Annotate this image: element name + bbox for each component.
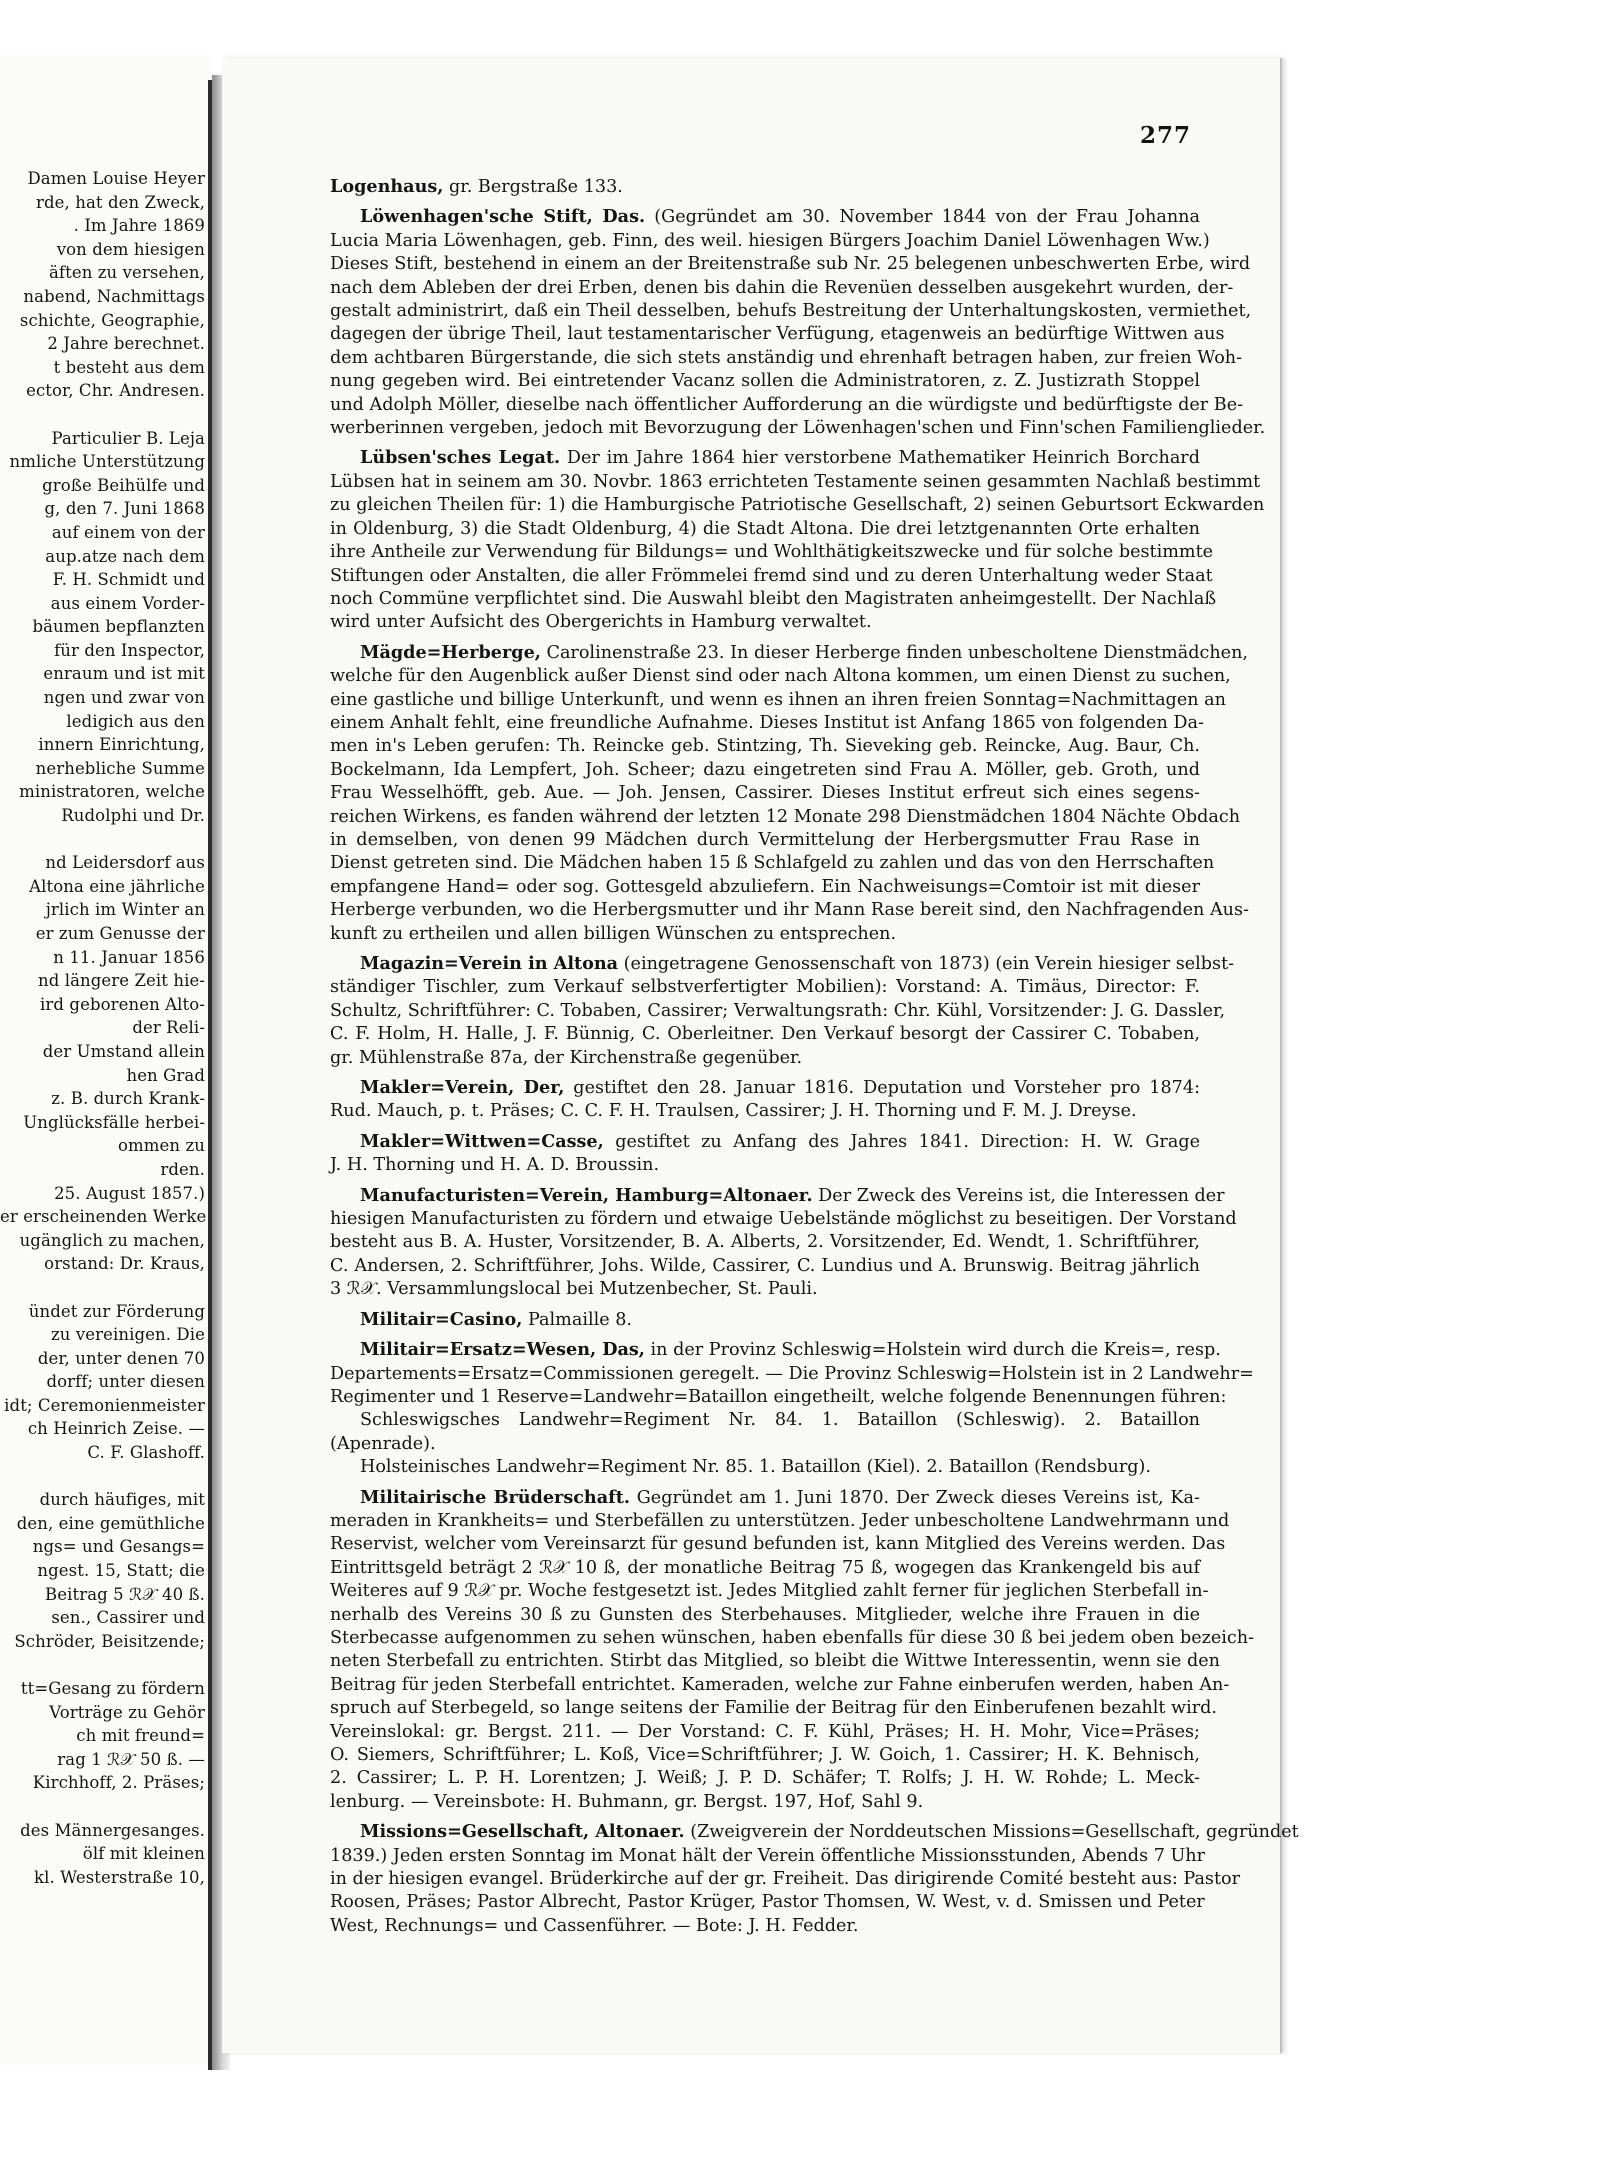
entry-text-line: neten Sterbefall zu entrichten. Stirbt das Mitglied, so bleibt die Wittwe Interessentin, wenn sie den xyxy=(330,1651,1220,1672)
left-column-line: ministratoren, welche xyxy=(19,782,205,802)
left-column-line: der Umstand allein xyxy=(42,1041,205,1061)
left-column-line: . Im Jahre 1869 xyxy=(73,216,205,236)
left-column-line: orstand: Dr. Kraus, xyxy=(44,1254,205,1274)
left-column-line: nd Leidersdorf aus xyxy=(45,853,205,873)
left-column-line xyxy=(0,1276,205,1300)
entry-text-line: Roosen, Präses; Pastor Albrecht, Pastor Krüger, Pastor Thomsen, W. West, v. d. Smissen und Peter xyxy=(330,1892,1205,1913)
entry-text-line: J. H. Thorning und H. A. D. Broussin. xyxy=(330,1155,660,1176)
left-column-line: ch Heinrich Zeise. — xyxy=(27,1419,205,1439)
directory-entry xyxy=(330,1184,1237,1302)
left-column-line: er zum Genusse der xyxy=(35,924,205,943)
left-column-line: Kirchhoff, 2. Präses; xyxy=(32,1773,205,1793)
entry-text-line: Weiteres auf 9 ℛ𝒳 pr. Woche festgesetzt ist. Jedes Mitglied zahlt ferner für jeglichen Sterbefall in- xyxy=(330,1581,1209,1602)
left-column-line: des Männergesanges. xyxy=(20,1820,205,1840)
left-column-line: n 11. Januar 1856 xyxy=(53,947,205,967)
left-column-line: ngest. 15, Statt; die xyxy=(37,1561,205,1581)
left-column-line xyxy=(0,828,205,852)
entry-text-line: werberinnen vergeben, jedoch mit Bevorzugung der Löwenhagen'schen und Finn'schen Familienglieder. xyxy=(330,418,1266,439)
left-column-line xyxy=(0,403,205,427)
directory-entry xyxy=(330,1820,1299,1938)
left-column-line: bäumen bepflanzten xyxy=(32,617,205,637)
left-column-line: ngs= und Gesangs= xyxy=(32,1537,205,1557)
left-column-line: schichte, Geographie, xyxy=(19,310,205,330)
page-number: 277 xyxy=(1140,122,1192,149)
left-column-line: ölf mit kleinen xyxy=(82,1844,205,1864)
left-page-fragment xyxy=(0,55,212,2065)
entry-text-line: zu gleichen Theilen für: 1) die Hamburgische Patriotische Gesellschaft, 2) seinen Geburtsort Eckwarden xyxy=(330,495,1265,516)
entry-heading-line: Lübsen'sches Legat. Der im Jahre 1864 hier verstorbene Mathematiker Heinrich Borchard xyxy=(360,447,1200,469)
directory-entry xyxy=(330,1308,1200,1332)
page-body xyxy=(330,175,1299,1944)
left-column-line: nd längere Zeit hie- xyxy=(37,971,205,991)
entry-text-line: Vereinslokal: gr. Bergst. 211. — Der Vorstand: C. F. Kühl, Präses; H. H. Mohr, Vice=Präses; xyxy=(330,1721,1200,1742)
left-column-line: Altona eine jährliche xyxy=(29,876,205,896)
left-column-line: kl. Westerstraße 10, xyxy=(34,1867,205,1887)
left-column-line: innern Einrichtung, xyxy=(38,735,205,755)
entry-text-line: dem achtbaren Bürgerstande, die sich stets anständig und ehrenhaft betragen haben, zur freien Woh- xyxy=(330,347,1243,368)
entry-text-line: (Apenrade). xyxy=(330,1433,436,1454)
entry-text-line: Herberge verbunden, wo die Herbergsmutter und ihr Mann Rase bereit sind, den Nachfragenden Aus- xyxy=(330,900,1249,921)
entry-text-line: Schleswigsches Landwehr=Regiment Nr. 84. 1. Bataillon (Schleswig). 2. Bataillon xyxy=(360,1410,1200,1431)
left-column-line: idt; Ceremonienmeister xyxy=(4,1395,205,1415)
entry-text-line: gr. Mühlenstraße 87a, der Kirchenstraße gegenüber. xyxy=(330,1047,803,1068)
left-column-line: nmliche Unterstützung xyxy=(9,452,205,472)
entry-text-line: Lübsen hat in seinem am 30. Novbr. 1863 errichteten Testamente seinen gesammten Nachlaß bestimmt xyxy=(330,471,1261,492)
left-column-line: den, eine gemüthliche xyxy=(16,1513,205,1533)
entry-text-line: Lucia Maria Löwenhagen, geb. Finn, des weil. hiesigen Bürgers Joachim Daniel Löwenhagen Ww.) xyxy=(330,230,1210,251)
entry-text-line: Schultz, Schriftführer: C. Tobaben, Cassirer; Verwaltungsrath: Chr. Kühl, Vorsitzender: J. G. Dassler, xyxy=(330,1000,1226,1021)
left-column-line: enraum und ist mit xyxy=(43,664,205,684)
directory-entry xyxy=(330,446,1265,634)
left-column-line: nerhebliche Summe xyxy=(35,758,205,778)
left-column-line: große Beihülfe und xyxy=(42,475,205,495)
entry-text-line: empfangene Hand= oder sog. Gottesgeld abzuliefern. Ein Nachweisungs=Comtoir ist mit dieser xyxy=(330,876,1200,897)
entry-heading-line: Löwenhagen'sche Stift, Das. (Gegründet am 30. November 1844 von der Frau Johanna xyxy=(360,206,1201,228)
directory-entry xyxy=(330,952,1235,1070)
left-column-line xyxy=(0,1465,205,1489)
entry-text-line: men in's Leben gerufen: Th. Reincke geb. Stintzing, Th. Sieveking geb. Reincke, Aug. Baur, Ch. xyxy=(330,736,1200,757)
entry-text-line: Rud. Mauch, p. t. Präses; C. C. F. H. Traulsen, Cassirer; J. H. Thorning und F. M. J. Dreyse. xyxy=(330,1101,1137,1122)
entry-heading-line: Makler=Wittwen=Casse, gestiftet zu Anfang des Jahres 1841. Direction: H. W. Grage xyxy=(360,1130,1200,1152)
left-column-line: der, unter denen 70 xyxy=(37,1348,205,1368)
entry-text-line: nerhalb des Vereins 30 ß zu Gunsten des Sterbehauses. Mitglieder, welche ihre Frauen in die xyxy=(330,1604,1200,1625)
left-column-line: Vorträge zu Gehör xyxy=(49,1702,205,1722)
entry-text-line: Regimenter und 1 Reserve=Landwehr=Bataillon eingetheilt, welche folgende Benennungen führen: xyxy=(330,1386,1227,1407)
left-column-line: ledigich aus den xyxy=(66,711,205,731)
left-column-line xyxy=(0,1795,205,1819)
entry-text-line: eine gastliche und billige Unterkunft, und wenn es ihnen an ihren freien Sonntag=Nachmittagen an xyxy=(330,689,1226,710)
left-column-line: hen Grad xyxy=(126,1065,205,1085)
left-column-line: ird geborenen Alto- xyxy=(40,994,205,1014)
entry-text-line: reichen Wirkens, es fanden während der letzten 12 Monate 298 Dienstmädchen 1804 Nächte Obdach xyxy=(330,806,1241,827)
entry-heading-line: Manufacturisten=Verein, Hamburg=Altonaer. Der Zweck des Vereins ist, die Interessen der xyxy=(360,1184,1225,1206)
left-column-text xyxy=(0,167,205,1889)
left-column-line: tt=Gesang zu fördern xyxy=(20,1679,205,1698)
entry-heading-line: Mägde=Herberge, Carolinenstraße 23. In dieser Herberge finden unbescholtene Dienstmädchen, xyxy=(360,641,1249,663)
left-column-line: sen., Cassirer und xyxy=(51,1608,205,1628)
entry-heading-line: Makler=Verein, Der, gestiftet den 28. Januar 1816. Deputation und Vorsteher pro 1874: xyxy=(360,1077,1200,1099)
entry-text-line: Reservist, welcher vom Vereinsarzt für gesund befunden ist, kann Mitglied des Vereins werden. Das xyxy=(330,1534,1226,1555)
entry-heading-line: Logenhaus, gr. Bergstraße 133. xyxy=(330,176,623,197)
entry-text-line: lenburg. — Vereinsbote: H. Buhmann, gr. Bergst. 197, Hof, Sahl 9. xyxy=(330,1791,924,1812)
left-column-line: Rudolphi und Dr. xyxy=(61,806,205,826)
directory-entry xyxy=(330,175,1200,199)
entry-text-line: Bockelmann, Ida Lempfert, Joh. Scheer; dazu eingetreten sind Frau A. Möller, geb. Groth, und xyxy=(330,759,1200,780)
left-column-line: 2 Jahre berechnet. xyxy=(47,334,205,354)
entry-text-line: Frau Wesselhöfft, geb. Aue. — Joh. Jensen, Cassirer. Dieses Institut erfreut sich eines segens- xyxy=(330,783,1200,804)
entry-text-line: Dienst getreten sind. Die Mädchen haben 15 ß Schlafgeld zu zahlen und das von den Herrschaften xyxy=(330,853,1215,874)
entry-heading-line: Militair=Casino, Palmaille 8. xyxy=(360,1308,632,1330)
entry-text-line: Holsteinisches Landwehr=Regiment Nr. 85. 1. Bataillon (Kiel). 2. Bataillon (Rendsburg). xyxy=(360,1457,1151,1478)
entry-text-line: Beitrag für jeden Sterbefall entrichtet. Kameraden, welche zur Fahne einberufen werden, haben An- xyxy=(330,1674,1230,1695)
left-column-line: für den Inspector, xyxy=(54,640,205,660)
directory-entry xyxy=(330,1130,1200,1178)
entry-text-line: wird unter Aufsicht des Obergerichts in Hamburg verwaltet. xyxy=(330,612,872,633)
left-column-line: Schröder, Beisitzende; xyxy=(14,1631,205,1651)
left-column-line: durch häufiges, mit xyxy=(39,1490,205,1510)
entry-text-line: in der hiesigen evangel. Brüderkirche auf der gr. Freiheit. Das dirigirende Comité besteht aus: Pastor xyxy=(330,1869,1241,1890)
left-column-line: aus einem Vorder- xyxy=(50,593,205,613)
entry-text-line: Dieses Stift, bestehend in einem an der Breitenstraße sub Nr. 25 belegenen unbeschwerten Erbe, wird xyxy=(330,254,1251,275)
left-column-line: von dem hiesigen xyxy=(56,239,205,259)
directory-entry xyxy=(330,1338,1254,1479)
left-column-line: Damen Louise Heyer xyxy=(27,169,205,188)
entry-text-line: welche für den Augenblick außer Dienst sind oder nach Altona kommen, um einen Dienst zu suchen, xyxy=(330,666,1231,687)
entry-text-line: in Oldenburg, 3) die Stadt Oldenburg, 4) die Stadt Altona. Die drei letztgenannten Orte erhalten xyxy=(330,518,1200,539)
entry-text-line: einem Anhalt fehlt, eine freundliche Aufnahme. Dieses Institut ist Anfang 1865 von folgenden Da- xyxy=(330,712,1204,733)
left-column-line: g, den 7. Juni 1868 xyxy=(44,499,205,519)
entry-text-line: noch Commüne verpflichtet sind. Die Auswahl bleibt den Magistraten anheimgestellt. Der Nachlaß xyxy=(330,588,1217,609)
left-column-line: Beitrag 5 ℛ𝒳 40 ß. xyxy=(45,1584,205,1604)
left-column-line: zu vereinigen. Die xyxy=(51,1325,205,1345)
left-column-line: z. B. durch Krank- xyxy=(51,1089,205,1109)
directory-entry xyxy=(330,1076,1200,1124)
left-column-line: F. H. Schmidt und xyxy=(52,570,205,590)
entry-text-line: ihre Antheile zur Verwendung für Bildungs= und Wohlthätigkeitszwecke und für solche bestimmte xyxy=(330,542,1214,563)
left-column-line: ch mit freund= xyxy=(76,1726,205,1746)
left-column-line: 25. August 1857.) xyxy=(54,1183,205,1203)
entry-text-line: Eintrittsgeld beträgt 2 ℛ𝒳 10 ß, der monatliche Beitrag 75 ß, wogegen das Krankengeld bis auf xyxy=(330,1557,1200,1578)
entry-text-line: gestalt administrirt, daß ein Theil desselben, behufs Bestreitung der Unterhaltungskosten, vermiethet, xyxy=(330,301,1252,322)
entry-heading-line: Missions=Gesellschaft, Altonaer. (Zweigverein der Norddeutschen Missions=Gesellschaft, gegründet xyxy=(360,1821,1299,1843)
entry-text-line: 1839.) Jeden ersten Sonntag im Monat hält der Verein öffentliche Missionsstunden, Abends 7 Uhr xyxy=(330,1845,1206,1866)
entry-text-line: spruch auf Sterbegeld, so lange seitens der Familie der Beitrag für den Einberufenen bezahlt wird. xyxy=(330,1698,1218,1719)
directory-entry xyxy=(330,205,1266,440)
left-column-line: C. F. Glashoff. xyxy=(87,1443,205,1463)
left-column-line: ündet zur Förderung xyxy=(28,1301,205,1321)
left-column-line: er erscheinenden Werke xyxy=(0,1207,207,1227)
left-column-line: ommen zu xyxy=(118,1136,205,1156)
entry-text-line: besteht aus B. A. Huster, Vorsitzender, B. A. Alberts, 2. Vorsitzender, Ed. Wendt, 1. Schriftführer, xyxy=(330,1232,1200,1253)
left-column-line: ector, Chr. Andresen. xyxy=(26,381,205,401)
entry-text-line: ständiger Tischler, zum Verkauf selbstverfertigter Mobilien): Vorstand: A. Timäus, Director: F. xyxy=(330,977,1200,998)
left-column-line: der Reli- xyxy=(132,1018,205,1038)
left-column-line: ngen und zwar von xyxy=(43,688,205,708)
entry-text-line: 3 ℛ𝒳. Versammlungslocal bei Mutzenbecher, St. Pauli. xyxy=(330,1279,818,1300)
left-column-line: rden. xyxy=(160,1159,205,1179)
entry-text-line: kunft zu ertheilen und allen billigen Wünschen zu entsprechen. xyxy=(330,923,897,944)
left-column-line: aup.atze nach dem xyxy=(45,546,205,566)
left-column-line: jrlich im Winter an xyxy=(45,900,205,920)
directory-entry xyxy=(330,641,1249,946)
entry-text-line: meraden in Krankheits= und Sterbefällen zu unterstützen. Jeder unbescholtene Landwehrmann und xyxy=(330,1510,1230,1531)
entry-text-line: West, Rechnungs= und Cassenführer. — Bote: J. H. Fedder. xyxy=(330,1915,859,1936)
left-column-line: t besteht aus dem xyxy=(53,357,205,377)
left-column-line: Unglücksfälle herbei- xyxy=(23,1112,205,1132)
entry-heading-line: Magazin=Verein in Altona (eingetragene Genossenschaft von 1873) (ein Verein hiesiger selbst- xyxy=(360,953,1235,974)
entry-heading-line: Militair=Ersatz=Wesen, Das, in der Provinz Schleswig=Holstein wird durch die Kreis=, resp. xyxy=(360,1339,1221,1361)
entry-text-line: in demselben, von denen 99 Mädchen durch Vermittelung der Herbergsmutter Frau Rase in xyxy=(330,829,1200,850)
entry-text-line: C. F. Holm, H. Halle, J. F. Bünnig, C. Oberleitner. Den Verkauf besorgt der Cassirer C. Tobaben, xyxy=(330,1024,1200,1045)
left-column-line: dorff; unter diesen xyxy=(46,1372,205,1392)
entry-heading-line: Militairische Brüderschaft. Gegründet am 1. Juni 1870. Der Zweck dieses Vereins ist, Ka- xyxy=(360,1486,1200,1508)
entry-text-line: O. Siemers, Schriftführer; L. Koß, Vice=Schriftführer; J. W. Goich, 1. Cassirer; H. K. Behnisch, xyxy=(330,1745,1200,1765)
entry-text-line: und Adolph Möller, dieselbe nach öffentlicher Aufforderung an die würdigste und bedürftigste der Be- xyxy=(330,394,1244,415)
entry-text-line: Stiftungen oder Anstalten, die aller Frömmelei fremd sind und zu deren Unterhaltung weder Staat xyxy=(330,565,1213,586)
entry-text-line: nach dem Ableben der drei Erben, denen bis dahin die Revenüen desselben ausgekehrt wurden, der- xyxy=(330,277,1234,298)
entry-text-line: 2. Cassirer; L. P. H. Lorentzen; J. Weiß; J. P. D. Schäfer; T. Rolfs; J. H. W. Rohde; L. Meck- xyxy=(330,1768,1200,1789)
entry-text-line: Sterbecasse aufgenommen zu sehen wünschen, haben ebenfalls für diese 30 ß bei jedem oben bezeich- xyxy=(330,1627,1255,1648)
left-column-line: ugänglich zu machen, xyxy=(19,1230,205,1250)
entry-text-line: Departements=Ersatz=Commissionen geregelt. — Die Provinz Schleswig=Holstein ist in 2 Landwehr= xyxy=(330,1363,1254,1384)
left-column-line: äften zu versehen, xyxy=(48,263,205,283)
left-column-line: rag 1 ℛ𝒳 50 ß. — xyxy=(57,1749,205,1769)
entry-text-line: hiesigen Manufacturisten zu fördern und etwaige Uebelstände möglichst zu beseitigen. Der Vorstand xyxy=(330,1209,1237,1230)
entry-text-line: C. Andersen, 2. Schriftführer, Johs. Wilde, Cassirer, C. Lundius und A. Brunswig. Beitrag jährlich xyxy=(330,1255,1200,1276)
entry-text-line: nung gegeben wird. Bei eintretender Vacanz sollen die Administratoren, z. Z. Justizrath Stoppel xyxy=(330,371,1200,392)
left-column-line: rde, hat den Zweck, xyxy=(36,192,205,212)
left-column-line: Particulier B. Leja xyxy=(51,428,205,448)
left-column-line: auf einem von der xyxy=(51,522,205,542)
left-column-line xyxy=(0,1653,205,1677)
left-column-line: nabend, Nachmittags xyxy=(23,286,205,306)
directory-entry xyxy=(330,1486,1255,1815)
entry-text-line: dagegen der übrige Theil, laut testamentarischer Verfügung, etagenweis an bedürftige Wittwen aus xyxy=(330,324,1225,345)
